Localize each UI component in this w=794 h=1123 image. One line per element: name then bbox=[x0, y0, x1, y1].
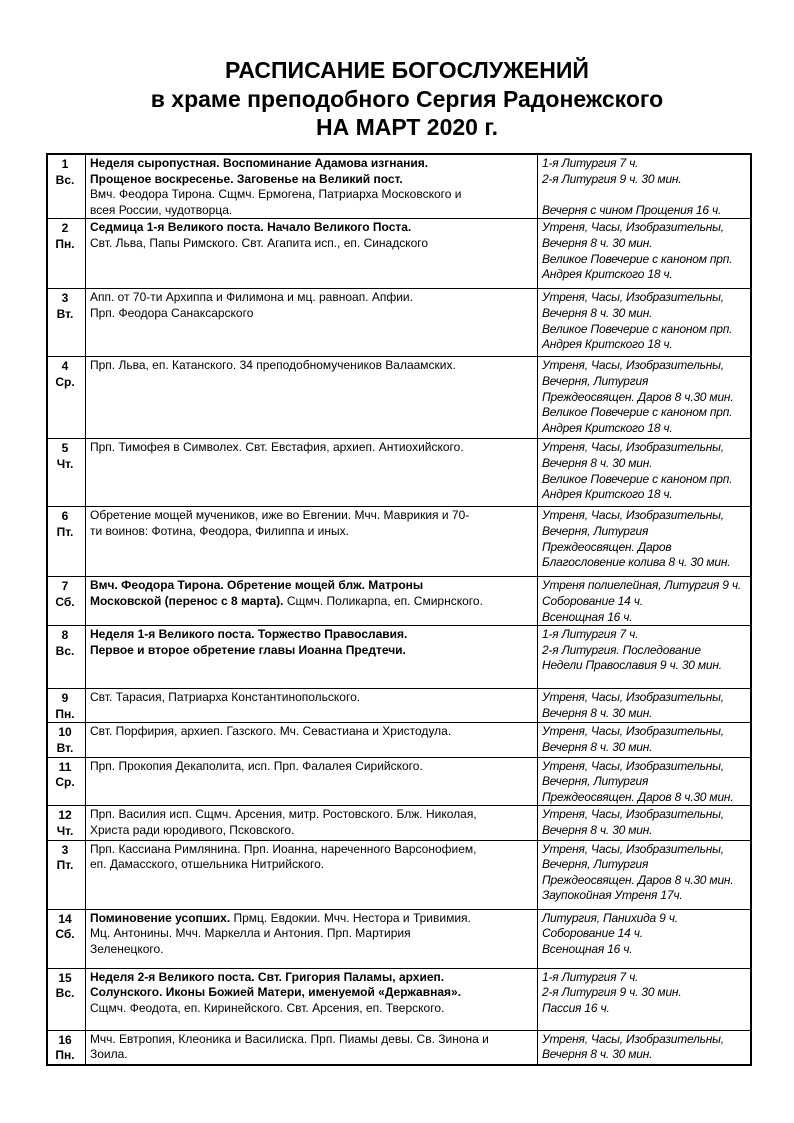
event-line: всея России, чудотворца. bbox=[90, 202, 233, 217]
service-line: Великое Повечерие с каноном прп. bbox=[542, 405, 733, 420]
day-number: 9 bbox=[61, 691, 69, 706]
service-line: 2-я Литургия 9 ч. 30 мин. bbox=[542, 171, 682, 186]
date-cell bbox=[47, 723, 86, 757]
service-line: Андрея Критского 18 ч. bbox=[542, 420, 673, 435]
date-cell bbox=[47, 289, 86, 357]
service-line: Андрея Критского 18 ч. bbox=[542, 487, 673, 502]
events-cell bbox=[86, 577, 538, 626]
table-row bbox=[47, 909, 751, 968]
day-of-week: Вт. bbox=[56, 740, 74, 755]
event-line: Зеленецкого. bbox=[90, 941, 164, 956]
day-of-week: Чт. bbox=[56, 823, 74, 838]
service-line: 1-я Литургия 7 ч. bbox=[542, 156, 639, 170]
event-mixed-line bbox=[90, 594, 534, 610]
day-number: 2 bbox=[61, 221, 69, 236]
date-cell bbox=[47, 439, 86, 507]
table-row bbox=[47, 689, 751, 723]
event-line: Прп. Тимофея в Символех. Свт. Евстафия, архиеп. Антиохийского. bbox=[90, 440, 464, 455]
services-cell bbox=[538, 507, 752, 577]
events-cell bbox=[86, 689, 538, 723]
services-cell bbox=[538, 626, 752, 689]
date-cell bbox=[47, 1030, 86, 1065]
day-of-week: Вс. bbox=[55, 986, 75, 1001]
date-cell bbox=[47, 689, 86, 723]
page-title bbox=[0, 56, 794, 142]
day-number: 7 bbox=[61, 579, 69, 594]
day-number: 16 bbox=[58, 1032, 72, 1047]
event-feast-line: Неделя 2-я Великого поста. Свт. Григория Паламы, архиеп. bbox=[90, 969, 445, 984]
event-feast-line: Неделя 1-я Великого поста. Торжество Православия. bbox=[90, 627, 408, 642]
events-cell bbox=[86, 968, 538, 1030]
table-row bbox=[47, 1030, 751, 1065]
service-line: Преждеосвящен. Даров 8 ч.30 мин. bbox=[542, 389, 734, 404]
service-line: Вечерня, Литургия bbox=[542, 523, 649, 538]
event-line: Прп. Феодора Санаксарского bbox=[90, 305, 254, 320]
table-row bbox=[47, 439, 751, 507]
event-feast-line: Неделя сыропустная. Воспоминание Адамова изгнания. bbox=[90, 156, 429, 170]
services-cell bbox=[538, 757, 752, 806]
day-of-week: Ср. bbox=[55, 775, 75, 790]
service-line: Соборование 14 ч. bbox=[542, 593, 643, 608]
day-of-week: Пн. bbox=[55, 706, 75, 721]
table-row bbox=[47, 289, 751, 357]
services-cell bbox=[538, 840, 752, 909]
event-commemoration-text: Сщмч. Поликарпа, еп. Смирнского. bbox=[283, 593, 483, 608]
event-line: Обретение мощей мучеников, иже во Евгении. Мчч. Маврикия и 70- bbox=[90, 508, 470, 523]
table-row bbox=[47, 840, 751, 909]
date-cell bbox=[47, 219, 86, 289]
date-cell bbox=[47, 357, 86, 439]
events-cell bbox=[86, 154, 538, 219]
date-cell bbox=[47, 757, 86, 806]
service-line: Утреня, Часы, Изобразительны, bbox=[542, 1031, 724, 1046]
day-number: 15 bbox=[58, 970, 72, 985]
event-line: Свт. Тарасия, Патриарха Константинопольского. bbox=[90, 690, 361, 705]
service-line: Пассия 16 ч. bbox=[542, 1000, 610, 1015]
date-cell bbox=[47, 577, 86, 626]
service-line: Вечерня с чином Прощения 16 ч. bbox=[542, 202, 722, 217]
day-number: 1 bbox=[61, 157, 69, 171]
day-number: 3 bbox=[61, 842, 69, 857]
table-row bbox=[47, 626, 751, 689]
services-cell bbox=[538, 439, 752, 507]
service-line: Соборование 14 ч. bbox=[542, 926, 643, 941]
day-of-week: Вс. bbox=[55, 172, 75, 187]
day-number: 8 bbox=[61, 628, 69, 643]
service-line: Всенощная 16 ч. bbox=[542, 609, 633, 624]
event-feast-line: Первое и второе обретение главы Иоанна Предтечи. bbox=[90, 642, 406, 657]
services-cell bbox=[538, 806, 752, 840]
event-line: Мчч. Евтропия, Клеоника и Василиска. Прп. Пиамы девы. Св. Зинона и bbox=[90, 1031, 489, 1046]
service-line: Утреня, Часы, Изобразительны, bbox=[542, 440, 724, 455]
service-line: 1-я Литургия 7 ч. bbox=[542, 627, 639, 642]
day-of-week: Сб. bbox=[55, 927, 75, 942]
day-of-week: Сб. bbox=[55, 594, 75, 609]
service-line: Благословение колива 8 ч. 30 мин. bbox=[542, 555, 731, 570]
event-line: Зоила. bbox=[90, 1047, 128, 1062]
day-number: 5 bbox=[61, 441, 69, 456]
events-cell bbox=[86, 909, 538, 968]
service-line: Недели Православия 9 ч. 30 мин. bbox=[542, 658, 722, 673]
date-cell bbox=[47, 909, 86, 968]
event-feast-line: Вмч. Феодора Тирона. Обретение мощей блж. Матроны bbox=[90, 578, 424, 593]
service-line: Утреня, Часы, Изобразительны, bbox=[542, 724, 724, 739]
service-line: Вечерня 8 ч. 30 мин. bbox=[542, 822, 653, 837]
day-number: 11 bbox=[58, 759, 72, 774]
day-number: 12 bbox=[58, 808, 72, 823]
table-row bbox=[47, 968, 751, 1030]
table-row bbox=[47, 806, 751, 840]
day-of-week: Пт. bbox=[56, 524, 74, 539]
services-cell bbox=[538, 577, 752, 626]
services-cell bbox=[538, 357, 752, 439]
event-line: Сщмч. Феодота, еп. Киринейского. Свт. Арсения, еп. Тверского. bbox=[90, 1000, 445, 1015]
date-cell bbox=[47, 840, 86, 909]
service-line: Вечерня 8 ч. 30 мин. bbox=[542, 235, 653, 250]
service-line: Утреня, Часы, Изобразительны, bbox=[542, 690, 724, 705]
table-row bbox=[47, 219, 751, 289]
events-cell bbox=[86, 806, 538, 840]
event-line: Прп. Прокопия Декаполита, исп. Прп. Фалалея Сирийского. bbox=[90, 758, 423, 773]
date-cell bbox=[47, 507, 86, 577]
event-commemoration-text: Прмц. Евдокии. Мчч. Нестора и Тривимия. bbox=[230, 910, 471, 925]
event-line: Свт. Льва, Папы Римского. Свт. Агапита исп., еп. Синадского bbox=[90, 235, 429, 250]
event-feast-text: Московской (перенос с 8 марта). bbox=[90, 593, 284, 608]
service-line: Утреня, Часы, Изобразительны, bbox=[542, 807, 724, 822]
day-of-week: Пн. bbox=[55, 1048, 75, 1063]
event-line: еп. Дамасского, отшельника Нитрийского. bbox=[90, 857, 325, 872]
service-line: Преждеосвящен. Даров 8 ч.30 мин. bbox=[542, 872, 734, 887]
date-cell bbox=[47, 968, 86, 1030]
event-feast-text: Поминовение усопших. bbox=[90, 910, 231, 925]
service-line: Великое Повечерие с каноном прп. bbox=[542, 471, 733, 486]
events-cell bbox=[86, 626, 538, 689]
title-line-3: НА МАРТ 2020 г. bbox=[315, 114, 499, 140]
day-of-week: Вт. bbox=[56, 306, 74, 321]
service-line: Великое Повечерие с каноном прп. bbox=[542, 321, 733, 336]
table-row bbox=[47, 154, 751, 219]
events-cell bbox=[86, 1030, 538, 1065]
day-of-week: Пт. bbox=[56, 858, 74, 873]
day-of-week: Чт. bbox=[56, 456, 74, 471]
service-line: Утреня, Часы, Изобразительны, bbox=[542, 758, 724, 773]
events-cell bbox=[86, 757, 538, 806]
event-line: Апп. от 70-ти Архиппа и Филимона и мц. равноап. Апфии. bbox=[90, 290, 413, 305]
service-line: Утреня, Часы, Изобразительны, bbox=[542, 841, 724, 856]
service-line: Андрея Критского 18 ч. bbox=[542, 267, 673, 282]
services-cell bbox=[538, 1030, 752, 1065]
table-row bbox=[47, 357, 751, 439]
service-line: Всенощная 16 ч. bbox=[542, 941, 633, 956]
date-cell bbox=[47, 806, 86, 840]
event-line: Прп. Василия исп. Сщмч. Арсения, митр. Ростовского. Блж. Николая, bbox=[90, 807, 477, 822]
event-line: ти воинов: Фотина, Феодора, Филиппа и иных. bbox=[90, 523, 349, 538]
service-line: Вечерня, Литургия bbox=[542, 857, 649, 872]
event-feast-line: Солунского. Иконы Божией Матери, именуемой «Державная». bbox=[90, 985, 462, 1000]
day-number: 6 bbox=[61, 509, 69, 524]
event-mixed-line bbox=[90, 911, 534, 927]
day-of-week: Вс. bbox=[55, 643, 75, 658]
event-line: Христа ради юродивого, Псковского. bbox=[90, 822, 295, 837]
services-cell bbox=[538, 909, 752, 968]
service-line: Вечерня, Литургия bbox=[542, 774, 649, 789]
schedule-body bbox=[47, 154, 751, 1065]
table-row bbox=[47, 507, 751, 577]
event-feast-line: Седмица 1-я Великого поста. Начало Великого Поста. bbox=[90, 220, 412, 235]
title-line-1: РАСПИСАНИЕ БОГОСЛУЖЕНИЙ bbox=[225, 57, 589, 83]
event-feast-line: Прощеное воскресенье. Заговенье на Великий пост. bbox=[90, 171, 403, 186]
service-line: Преждеосвящен. Даров 8 ч.30 мин. bbox=[542, 789, 734, 804]
events-cell bbox=[86, 219, 538, 289]
events-cell bbox=[86, 723, 538, 757]
events-cell bbox=[86, 507, 538, 577]
day-of-week: Пн. bbox=[55, 236, 75, 251]
service-line: Вечерня 8 ч. 30 мин. bbox=[542, 739, 653, 754]
event-line: Прп. Кассиана Римлянина. Прп. Иоанна, нареченного Варсонофием, bbox=[90, 841, 477, 856]
day-number: 10 bbox=[58, 725, 72, 740]
day-of-week: Ср. bbox=[55, 374, 75, 389]
events-cell bbox=[86, 357, 538, 439]
services-cell bbox=[538, 689, 752, 723]
service-line: Утреня, Часы, Изобразительны, bbox=[542, 220, 724, 235]
service-line: Вечерня 8 ч. 30 мин. bbox=[542, 305, 653, 320]
service-line: 1-я Литургия 7 ч. bbox=[542, 969, 639, 984]
events-cell bbox=[86, 289, 538, 357]
event-line: Прп. Льва, еп. Катанского. 34 преподобномучеников Валаамских. bbox=[90, 358, 456, 373]
table-row bbox=[47, 723, 751, 757]
service-line: Утреня, Часы, Изобразительны, bbox=[542, 508, 724, 523]
day-number: 4 bbox=[61, 359, 69, 374]
day-number: 14 bbox=[58, 911, 72, 926]
services-cell bbox=[538, 219, 752, 289]
services-cell bbox=[538, 289, 752, 357]
service-line: Преждеосвящен. Даров bbox=[542, 539, 672, 554]
table-row bbox=[47, 757, 751, 806]
events-cell bbox=[86, 439, 538, 507]
service-line bbox=[542, 187, 748, 203]
service-line: Андрея Критского 18 ч. bbox=[542, 337, 673, 352]
services-cell bbox=[538, 723, 752, 757]
service-line: Вечерня 8 ч. 30 мин. bbox=[542, 1047, 653, 1062]
services-cell bbox=[538, 968, 752, 1030]
service-line: Заупокойная Утреня 17ч. bbox=[542, 888, 683, 903]
service-line: Великое Повечерие с каноном прп. bbox=[542, 251, 733, 266]
table-row bbox=[47, 577, 751, 626]
service-line: Утреня, Часы, Изобразительны, bbox=[542, 290, 724, 305]
service-line: 2-я Литургия. Последование bbox=[542, 642, 701, 657]
service-line: Утреня полиелейная, Литургия 9 ч. bbox=[542, 578, 742, 593]
title-line-2: в храме преподобного Сергия Радонежского bbox=[150, 85, 664, 112]
service-line: Утреня, Часы, Изобразительны, bbox=[542, 358, 724, 373]
day-number: 3 bbox=[61, 291, 69, 306]
events-cell bbox=[86, 840, 538, 909]
service-line: 2-я Литургия 9 ч. 30 мин. bbox=[542, 985, 682, 1000]
service-line: Литургия, Панихида 9 ч. bbox=[542, 910, 678, 925]
date-cell bbox=[47, 626, 86, 689]
date-cell bbox=[47, 154, 86, 219]
event-line: Вмч. Феодора Тирона. Сщмч. Ермогена, Патриарха Московского и bbox=[90, 187, 462, 202]
services-cell bbox=[538, 154, 752, 219]
service-line: Вечерня 8 ч. 30 мин. bbox=[542, 455, 653, 470]
event-line: Мц. Антонины. Мчч. Маркелла и Антония. Прп. Мартирия bbox=[90, 926, 411, 941]
event-line: Свт. Порфирия, архиеп. Газского. Мч. Севастиана и Христодула. bbox=[90, 724, 452, 739]
service-line: Вечерня, Литургия bbox=[542, 373, 649, 388]
service-line: Вечерня 8 ч. 30 мин. bbox=[542, 705, 653, 720]
schedule-table bbox=[46, 153, 752, 1066]
